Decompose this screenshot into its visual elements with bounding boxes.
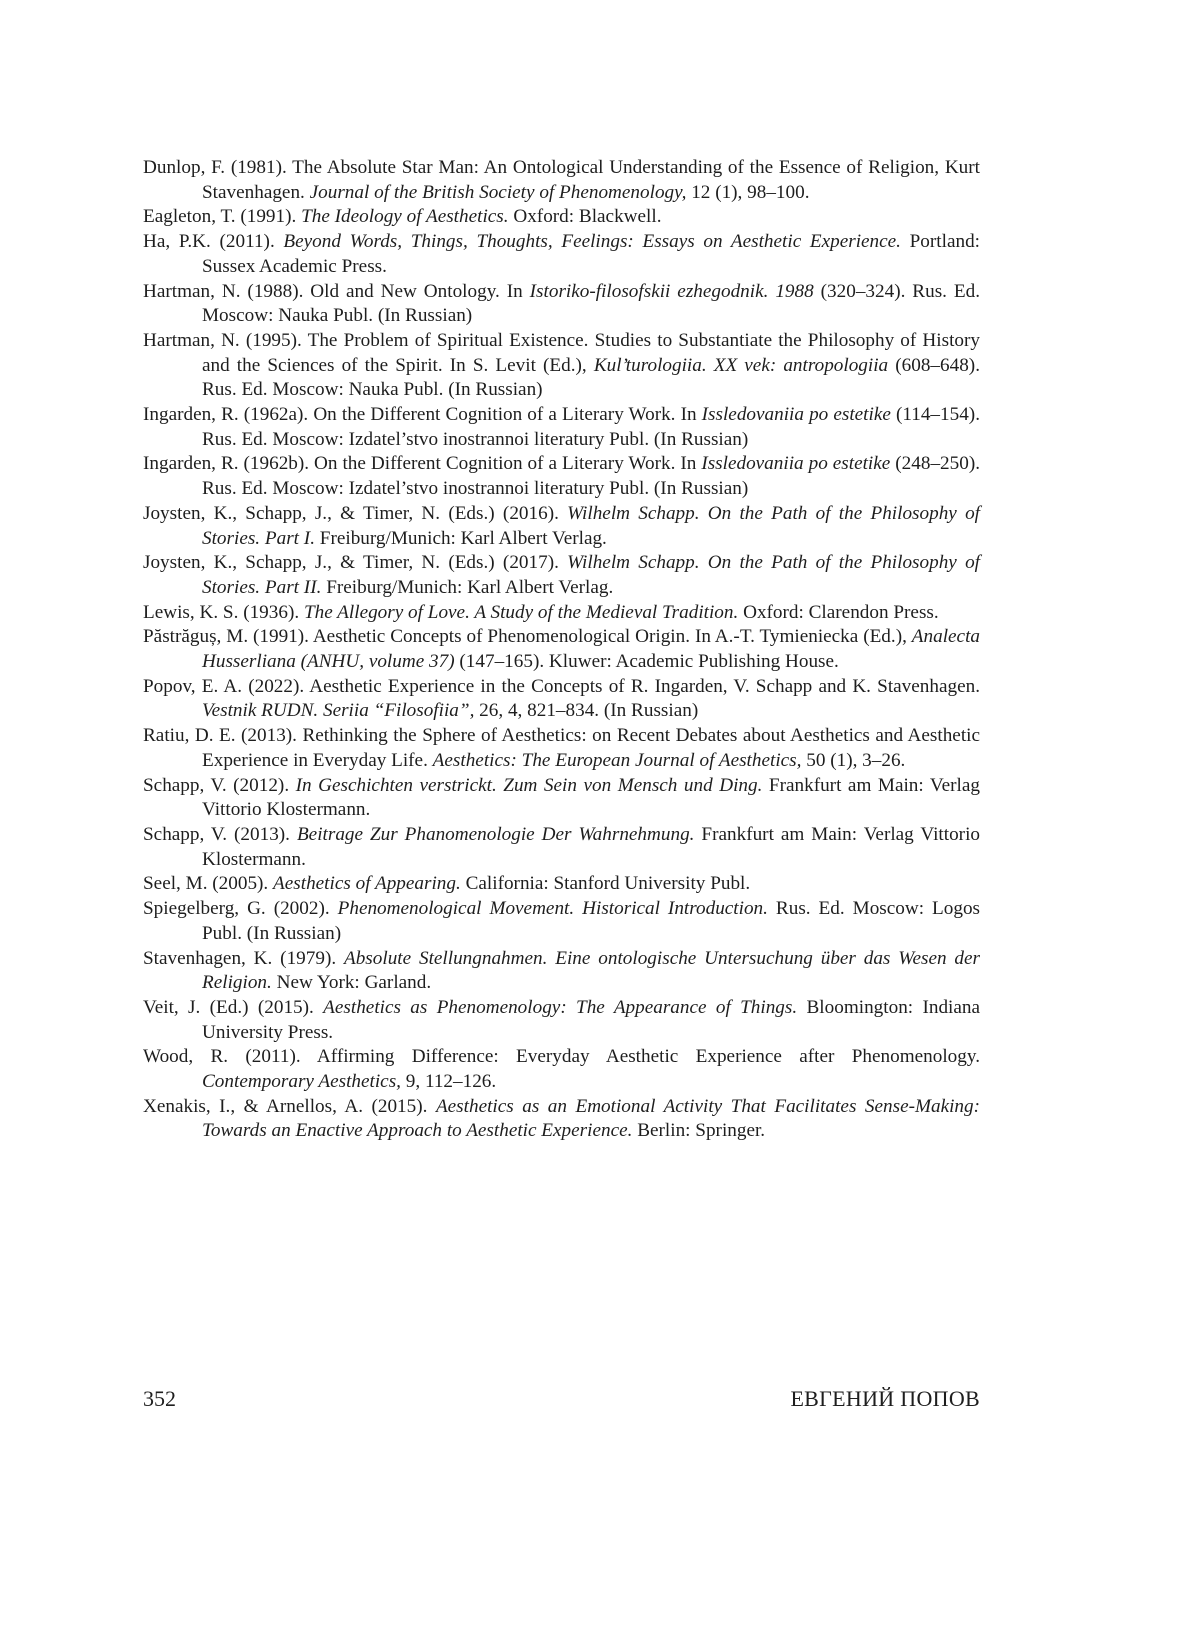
reference-item — [143, 823, 980, 872]
reference-title: Vestnik RUDN. Seriia “Filosofiia”, — [202, 700, 475, 722]
reference-item — [143, 502, 980, 551]
reference-title: The Ideology of Aesthetics. — [301, 206, 509, 228]
reference-authors-text: Spiegelberg, G. (2002). — [143, 898, 338, 920]
reference-authors-text: Ingarden, R. (1962b). On the Different Cognition of a Literary Work. In — [143, 453, 702, 475]
reference-title: Beyond Words, Things, Thoughts, Feelings: Essays on Aesthetic Experience. — [283, 231, 901, 253]
reference-title: Aesthetics as Phenomenology: The Appearance of Things. — [323, 996, 798, 1018]
reference-authors-text: Joysten, K., Schapp, J., & Timer, N. (Eds.) (2016). — [143, 502, 568, 524]
reference-item — [143, 872, 980, 897]
reference-publication-text: California: Stanford University Publ. — [460, 873, 751, 895]
reference-publication-text: (114–154). Rus. Ed. Moscow: Izdatel’stvo inostrannoi literatury Publ. (In Russian) — [202, 404, 980, 450]
reference-item — [143, 1095, 980, 1144]
reference-authors-text: Lewis, K. S. (1936). — [143, 601, 304, 623]
reference-title: Istoriko-filosofskii ezhegodnik. 1988 — [529, 280, 814, 302]
reference-authors-text: Joysten, K., Schapp, J., & Timer, N. (Eds.) (2017). — [143, 552, 568, 574]
reference-title: Beitrage Zur Phanomenologie Der Wahrnehmung. — [296, 823, 695, 845]
reference-authors-text: Veit, J. (Ed.) (2015). — [143, 996, 324, 1018]
reference-authors-text: Păstrăguș, M. (1991). Aesthetic Concepts of Phenomenological Origin. In A.-T. Tymieniecka (Ed.), — [143, 626, 912, 648]
reference-item — [143, 601, 980, 626]
reference-title: Issledovaniia po estetike — [701, 404, 891, 426]
reference-publication-text: Freiburg/Munich: Karl Albert Verlag. — [315, 527, 607, 549]
reference-title: Phenomenological Movement. Historical Introduction. — [337, 898, 768, 920]
reference-item — [143, 897, 980, 946]
reference-publication-text: 26, 4, 821–834. (In Russian) — [474, 700, 699, 722]
reference-publication-text: (608–648). Rus. Ed. Moscow: Nauka Publ. (In Russian) — [202, 354, 980, 401]
reference-authors-text: Schapp, V. (2013). — [143, 823, 297, 845]
reference-publication-text: Freiburg/Munich: Karl Albert Verlag. — [321, 576, 614, 598]
reference-item — [143, 724, 980, 773]
reference-publication-text: Berlin: Springer. — [632, 1120, 766, 1142]
reference-title: Issledovaniia po estetike — [701, 453, 891, 475]
reference-publication-text: Portland: Sussex Academic Press. — [202, 231, 980, 277]
running-footer-author: ЕВГЕНИЙ ПОПОВ — [790, 1386, 980, 1411]
reference-title: In Geschichten verstrickt. Zum Sein von Mensch und Ding. — [295, 774, 763, 796]
reference-authors-text: Xenakis, I., & Arnellos, A. (2015). — [143, 1095, 436, 1117]
reference-authors-text: Ha, P.K. (2011). — [143, 231, 284, 253]
reference-title: The Allegory of Love. A Study of the Medieval Tradition. — [303, 601, 739, 623]
reference-authors-text: Eagleton, T. (1991). — [143, 206, 302, 228]
reference-item — [143, 230, 980, 279]
reference-item — [143, 156, 980, 205]
reference-publication-text: (320–324). Rus. Ed. Moscow: Nauka Publ. (In Russian) — [202, 280, 980, 327]
reference-title: Journal of the British Society of Phenomenology, — [309, 181, 687, 203]
reference-authors-text: Popov, E. A. (2022). Aesthetic Experience in the Concepts of R. Ingarden, V. Schapp and K. Stavenhagen. — [143, 675, 980, 697]
reference-authors-text: Wood, R. (2011). Affirming Difference: Everyday Aesthetic Experience after Phenomenology. — [143, 1046, 980, 1068]
reference-title: Wilhelm Schapp. On the Path of the Philosophy of Stories. Part I. — [202, 502, 980, 549]
reference-publication-text: Oxford: Clarendon Press. — [738, 601, 939, 623]
reference-item — [143, 675, 980, 724]
reference-publication-text: Rus. Ed. Moscow: Logos Publ. (In Russian) — [202, 898, 981, 944]
reference-item — [143, 551, 980, 600]
reference-publication-text: 9, 112–126. — [400, 1071, 497, 1093]
reference-publication-text: Oxford: Blackwell. — [508, 206, 662, 228]
reference-item — [143, 452, 980, 501]
reference-publication-text: Frankfurt am Main: Verlag Vittorio Klostermann. — [202, 823, 980, 870]
reference-publication-text: Bloomington: Indiana University Press. — [202, 996, 980, 1043]
reference-title: Contemporary Aesthetics, — [202, 1071, 401, 1093]
reference-item — [143, 774, 980, 823]
reference-title: Aesthetics as an Emotional Activity That Facilitates Sense-Making: Towards an Enactive Approach to Aesthetic Experience. — [202, 1095, 980, 1142]
reference-title: Aesthetics of Appearing. — [273, 873, 461, 895]
reference-item — [143, 625, 980, 674]
reference-item — [143, 1045, 980, 1094]
reference-item — [143, 280, 980, 329]
reference-publication-text: (147–165). Kluwer: Academic Publishing House. — [454, 651, 839, 673]
reference-item — [143, 947, 980, 996]
reference-publication-text: New York: Garland. — [271, 972, 432, 994]
reference-title: Analecta Husserliana (ANHU, volume 37) — [202, 626, 980, 673]
reference-authors-text: Hartman, N. (1988). Old and New Ontology. In — [143, 280, 530, 302]
reference-item — [143, 403, 980, 452]
reference-title: Aesthetics: The European Journal of Aesthetics, — [432, 749, 802, 771]
reference-list — [143, 156, 980, 1144]
reference-authors-text: Dunlop, F. (1981). The Absolute Star Man: An Ontological Understanding of the Essence of Religion, Kurt Stavenhagen. — [143, 157, 980, 203]
reference-title: Wilhelm Schapp. On the Path of the Philosophy of Stories. Part II. — [202, 552, 980, 598]
reference-publication-text: 50 (1), 3–26. — [801, 749, 906, 771]
reference-publication-text: Frankfurt am Main: Verlag Vittorio Klostermann. — [202, 774, 980, 821]
reference-authors-text: Ingarden, R. (1962a). On the Different Cognition of a Literary Work. In — [143, 404, 702, 426]
reference-authors-text: Stavenhagen, K. (1979). — [143, 947, 344, 969]
reference-item — [143, 996, 980, 1045]
reference-publication-text: (248–250). Rus. Ed. Moscow: Izdatel’stvo inostrannoi literatury Publ. (In Russian) — [202, 453, 981, 500]
reference-authors-text: Seel, M. (2005). — [143, 873, 274, 895]
reference-authors-text: Hartman, N. (1995). The Problem of Spiritual Existence. Studies to Substantiate the Philosophy of History and the Sciences of the Spirit. In S. Levit (Ed.), — [143, 329, 980, 376]
reference-authors-text: Ratiu, D. E. (2013). Rethinking the Sphere of Aesthetics: on Recent Debates about Aesthetics and Aesthetic Experience in Everyday Life. — [143, 725, 980, 771]
reference-publication-text: 12 (1), 98–100. — [686, 181, 810, 203]
reference-item — [143, 205, 980, 230]
reference-title: Kul’turologiia. XX vek: antropologiia — [593, 354, 889, 376]
reference-authors-text: Schapp, V. (2012). — [143, 774, 296, 796]
page-number: 352 — [143, 1386, 176, 1411]
reference-item — [143, 329, 980, 403]
reference-title: Absolute Stellungnahmen. Eine ontologische Untersuchung über das Wesen der Religion. — [202, 947, 980, 994]
